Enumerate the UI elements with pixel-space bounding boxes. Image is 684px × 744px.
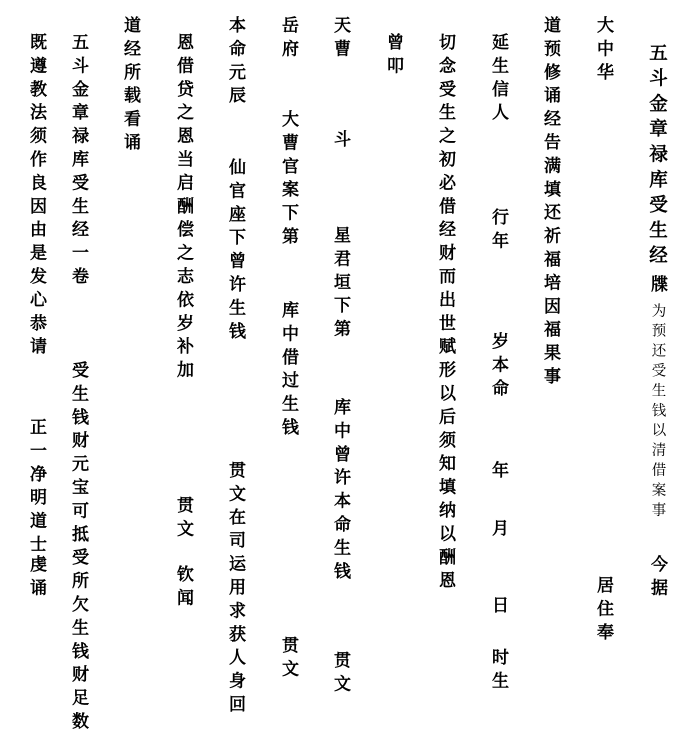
column-5-text: 切念受生之初必借经财而出世赋形以后须知填纳以酬恩 <box>435 33 455 595</box>
column-13-text: 既遵教法须作良因由是发心恭请 <box>26 33 46 361</box>
column-4-text: 日 <box>488 596 508 620</box>
column-7-text: 斗 <box>330 130 350 154</box>
column-4-text: 行年 <box>488 208 508 255</box>
column-9-text: 贯文在司运用求获人身回 <box>225 461 245 719</box>
column-1-subtitle: 为预还受生钱以清借案事 <box>649 303 666 522</box>
column-10-text: 贯文 <box>173 496 193 543</box>
column-8-text: 贯文 <box>278 636 298 683</box>
column-4-text: 时生 <box>488 648 508 695</box>
column-8-text: 岳府 <box>278 16 298 63</box>
column-4-text: 延生信人 <box>488 33 508 127</box>
column-10-text: 恩借贷之恩当启酬偿之志依岁补加 <box>173 33 193 384</box>
column-12-text: 受生钱财元宝可抵受所欠生钱财足数 <box>68 361 88 736</box>
column-6-text: 曾叩 <box>383 33 403 80</box>
column-10-text: 钦闻 <box>173 565 193 612</box>
column-7-text: 星君垣下第 <box>330 226 350 343</box>
sutra-title: 五斗金章禄库受生经 <box>646 43 668 271</box>
column-7-text: 库中曾许本命生钱 <box>330 398 350 586</box>
column-11-text: 道经所载看诵 <box>120 16 140 157</box>
column-7-text: 贯文 <box>330 651 350 698</box>
column-13-text: 正一净明道士 <box>26 418 46 559</box>
column-4-text: 岁本命 <box>488 332 508 403</box>
column-2-text: 大中华 <box>593 16 613 87</box>
column-7-text: 天曹 <box>330 16 350 63</box>
column-9-text: 仙官座下曾许生钱 <box>225 158 245 346</box>
column-9-text: 本命元辰 <box>225 16 245 110</box>
column-13-text: 虔诵 <box>26 555 46 602</box>
column-8-text: 大曹官案下第 <box>278 110 298 251</box>
column-8-text: 库中借过生钱 <box>278 301 298 442</box>
column-2-text: 居住奉 <box>593 576 613 647</box>
column-4-text: 年 <box>488 461 508 485</box>
column-12-text: 五斗金章禄库受生经一卷 <box>68 33 88 291</box>
column-1-text: 今据 <box>647 555 667 602</box>
column-3-text: 道预修诵经告满填还祈福培因福果事 <box>540 16 560 391</box>
column-1-text: 牒 <box>647 275 667 299</box>
column-4-text: 月 <box>488 519 508 543</box>
